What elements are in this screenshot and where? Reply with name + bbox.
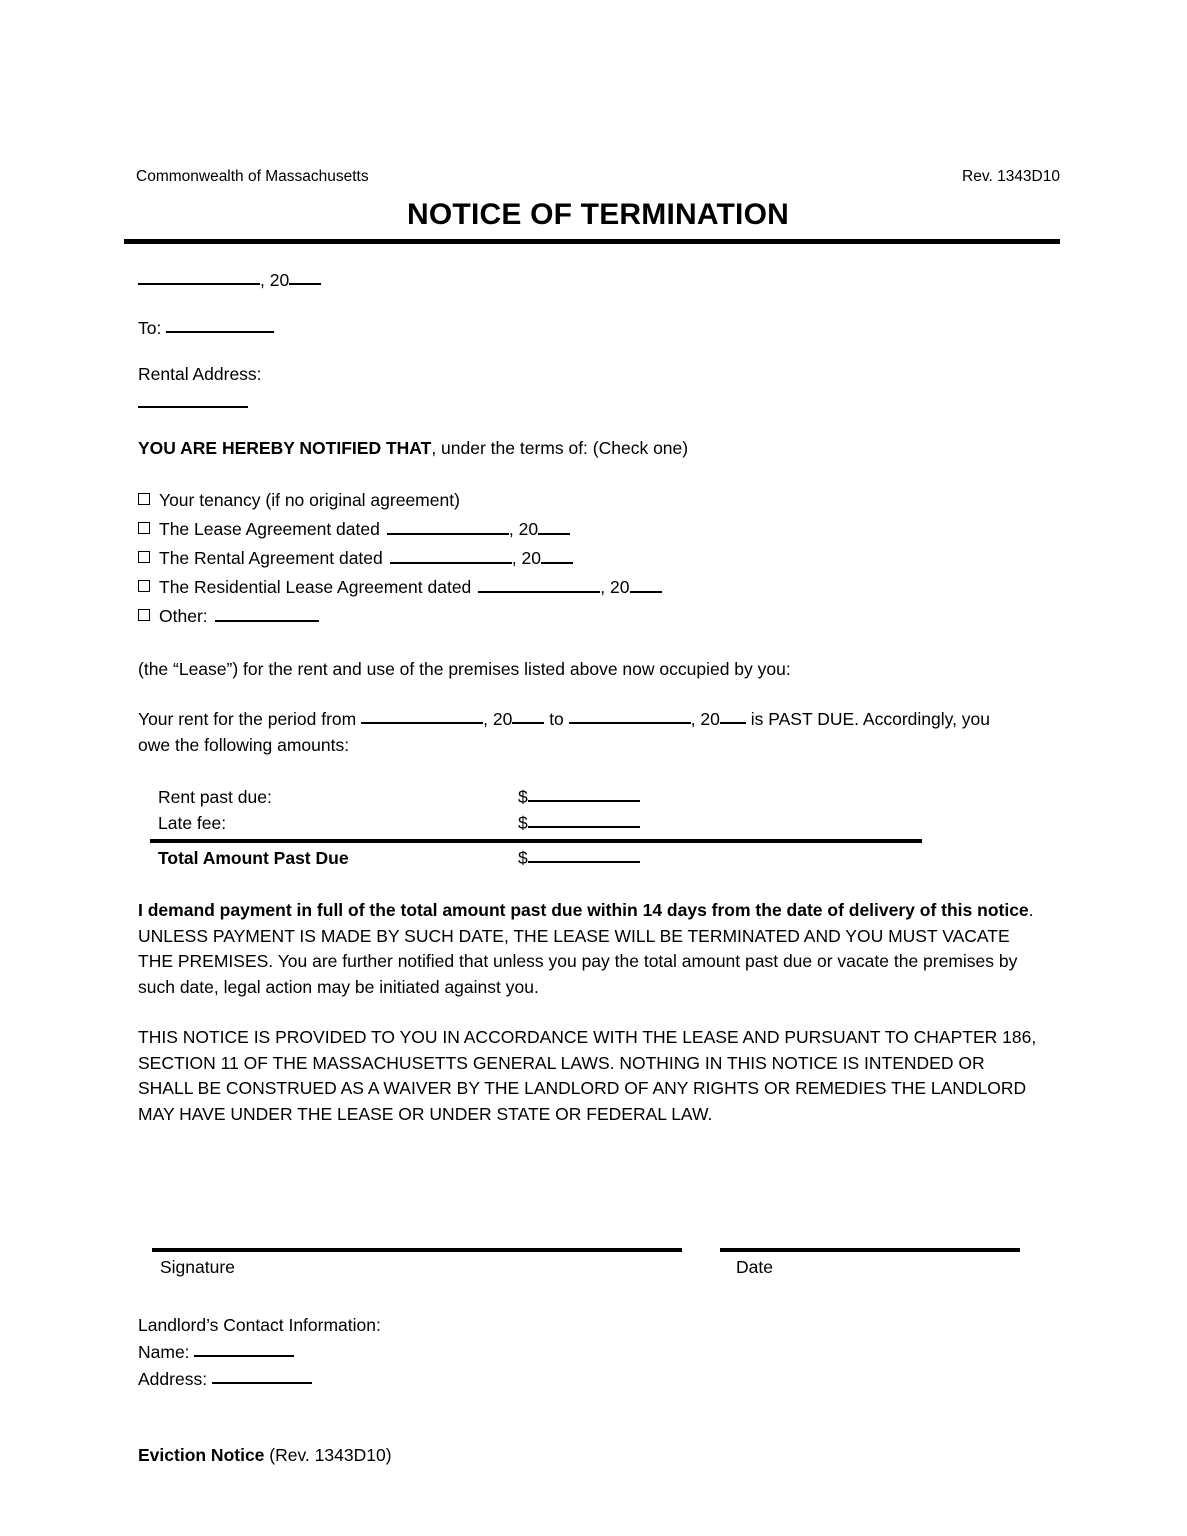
rent-period-suffix: is PAST DUE. Accordingly, you — [750, 709, 991, 729]
rental-address-label: Rental Address: — [138, 364, 262, 384]
rental-address-blank[interactable] — [138, 392, 248, 408]
residential-year-blank[interactable] — [630, 577, 662, 593]
notice-intro-emphasis: YOU ARE HEREBY NOTIFIED THAT — [138, 438, 432, 458]
currency-symbol: $ — [518, 787, 528, 807]
checkbox-label: Other: — [159, 606, 208, 626]
total-past-due-value — [518, 845, 778, 871]
demand-emphasis: I demand payment in full of the total amount past due within 14 days from the date of delivery of this notice — [138, 900, 1029, 920]
notice-intro-rest: , under the terms of: (Check one) — [431, 438, 689, 458]
to-label: To: — [138, 318, 162, 338]
landlord-contact-info — [138, 1312, 381, 1393]
late-fee-blank[interactable] — [528, 812, 640, 828]
contact-heading: Landlord’s Contact Information: — [138, 1315, 381, 1335]
rent-past-due-label: Rent past due: — [158, 787, 272, 807]
checkbox-icon[interactable] — [138, 580, 150, 592]
checkbox-icon[interactable] — [138, 493, 150, 505]
rent-period-second-line: owe the following amounts: — [138, 734, 350, 755]
demand-rest: . UNLESS PAYMENT IS MADE BY SUCH DATE, THE LEASE WILL BE TERMINATED AND YOU MUST VACATE THE PREMISES. You are further notified that unless you pay the total amount past due or vacate the premises by such date, legal action may be initiated against you. — [138, 900, 1034, 997]
date-caption: Date — [736, 1256, 773, 1277]
rent-past-due-blank[interactable] — [528, 786, 640, 802]
total-past-due-label: Total Amount Past Due — [158, 848, 349, 868]
contact-address-blank[interactable] — [212, 1368, 312, 1384]
table-row-total — [138, 845, 1038, 871]
rent-to-year-blank[interactable] — [720, 708, 746, 724]
signature-caption: Signature — [160, 1256, 235, 1277]
total-past-due-blank[interactable] — [528, 847, 640, 863]
checkbox-icon[interactable] — [138, 522, 150, 534]
residential-date-blank[interactable] — [478, 577, 600, 593]
rent-to-year-prefix: , 20 — [690, 709, 720, 729]
currency-symbol: $ — [518, 848, 528, 868]
lease-year-blank[interactable] — [538, 519, 570, 535]
rent-period-prefix: Your rent for the period from — [138, 709, 357, 729]
checkbox-label: The Lease Agreement dated — [159, 519, 380, 539]
document-header — [136, 168, 1060, 185]
signature-captions — [138, 1252, 1038, 1282]
notice-intro — [138, 436, 688, 462]
recipient-name-blank[interactable] — [166, 317, 274, 333]
other-blank[interactable] — [215, 606, 319, 622]
checkbox-label: The Residential Lease Agreement dated — [159, 577, 472, 597]
contact-name-row — [138, 1339, 381, 1366]
page-title: NOTICE OF TERMINATION — [407, 198, 789, 231]
checkbox-label: Your tenancy (if no original agreement) — [159, 490, 460, 510]
demand-paragraph — [138, 898, 1046, 1000]
rent-from-year-prefix: , 20 — [483, 709, 513, 729]
contact-address-label: Address: — [138, 1369, 208, 1389]
document-sheet — [136, 0, 1060, 1536]
lease-definition-clause: (the “Lease”) for the rent and use of the premises listed above now occupied by you: — [138, 659, 791, 679]
statute-paragraph: THIS NOTICE IS PROVIDED TO YOU IN ACCORDANCE WITH THE LEASE AND PURSUANT TO CHAPTER 186, SECTION 11 OF THE MASSACHUSETTS GENERAL LAWS. NOTHING IN THIS NOTICE IS INTENDED OR SHALL BE CONSTRUED AS A WAIVER BY THE LANDLORD OF ANY RIGHTS OR REMEDIES THE LANDLORD MAY HAVE UNDER THE LEASE OR UNDER STATE OR FEDERAL LAW. — [138, 1027, 1037, 1124]
date-blank[interactable] — [138, 269, 260, 285]
rent-past-due-value — [518, 784, 778, 810]
checkbox-row-lease-agreement[interactable] — [138, 515, 1038, 544]
amounts-table — [138, 784, 1038, 871]
rent-from-year-blank[interactable] — [512, 708, 544, 724]
checkbox-row-tenancy[interactable] — [138, 486, 1038, 515]
title-divider — [124, 239, 1060, 244]
rent-from-date-blank[interactable] — [361, 708, 483, 724]
checkbox-label: The Rental Agreement dated — [159, 548, 383, 568]
rent-period-mid: to — [549, 709, 564, 729]
late-fee-label: Late fee: — [158, 813, 227, 833]
notice-date-line — [138, 268, 321, 294]
contact-address-row — [138, 1366, 381, 1393]
document-footer — [138, 1443, 392, 1467]
rental-date-blank[interactable] — [390, 548, 512, 564]
rental-year-blank[interactable] — [541, 548, 573, 564]
rent-to-date-blank[interactable] — [569, 708, 691, 724]
rental-year-prefix: , 20 — [511, 548, 541, 568]
revision-label: Rev. 1343D10 — [962, 168, 1060, 185]
late-fee-value — [518, 810, 778, 836]
totals-divider — [150, 839, 922, 843]
date-year-blank[interactable] — [289, 269, 321, 285]
currency-symbol: $ — [518, 813, 528, 833]
agreement-type-checklist — [138, 486, 1038, 631]
footer-title: Eviction Notice — [138, 1445, 265, 1465]
rental-address-line — [138, 392, 248, 414]
signature-block — [138, 1248, 1038, 1282]
lease-year-prefix: , 20 — [508, 519, 539, 539]
date-year-prefix: , 20 — [260, 270, 290, 290]
checkbox-row-rental-agreement[interactable] — [138, 544, 1038, 573]
table-row — [138, 810, 1038, 836]
contact-name-label: Name: — [138, 1342, 190, 1362]
lease-date-blank[interactable] — [387, 519, 509, 535]
contact-name-blank[interactable] — [194, 1341, 294, 1357]
footer-revision: (Rev. 1343D10) — [264, 1445, 392, 1465]
rent-period-paragraph — [138, 707, 1058, 758]
checkbox-icon[interactable] — [138, 551, 150, 563]
checkbox-row-residential-lease-agreement[interactable] — [138, 573, 1038, 602]
recipient-line — [138, 316, 274, 342]
residential-year-prefix: , 20 — [600, 577, 630, 597]
checkbox-row-other[interactable] — [138, 602, 1038, 631]
table-row — [138, 784, 1038, 810]
jurisdiction-label: Commonwealth of Massachusetts — [136, 168, 369, 185]
checkbox-icon[interactable] — [138, 609, 150, 621]
